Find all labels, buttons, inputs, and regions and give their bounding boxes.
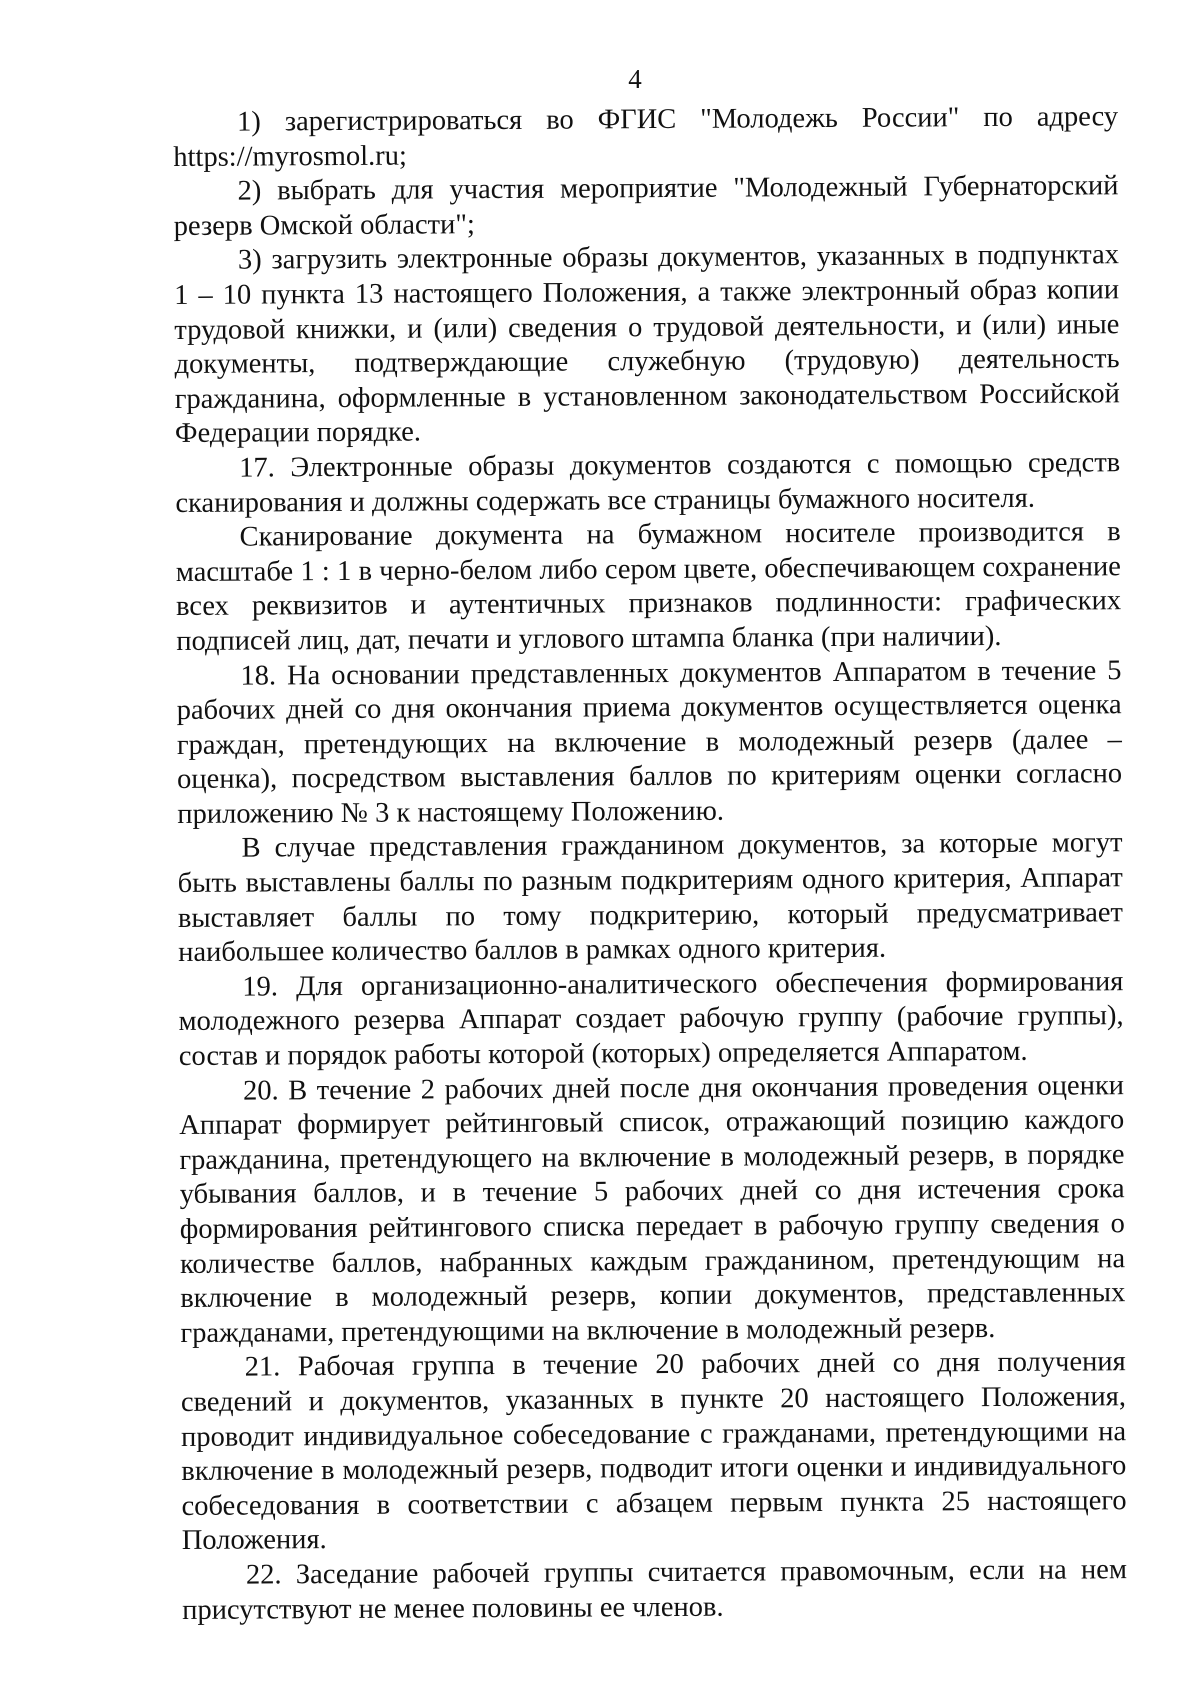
paragraph-subitem-3: 3) загрузить электронные образы документов, указанных в подпунктах 1 – 10 пункта 13 настоящего Положения, а также электронный образ копии трудовой книжки, и (или) сведения о трудовой деятельности, и (или) иные документы, подтверждающие служебную (трудовую) деятельность гражданина, оформленные в установленном законодательством Российской Федерации порядке. — [174, 239, 1120, 450]
paragraph-item-17: 17. Электронные образы документов создаются с помощью средств сканирования и должны содержать все страницы бумажного носителя. — [175, 447, 1121, 519]
paragraph-subitem-1: 1) зарегистрироваться во ФГИС "Молодежь России" по адресу https://myrosmol.ru; — [173, 101, 1119, 173]
paragraph-scoring-case: В случае представления гражданином документов, за которые могут быть выставлены баллы по разным подкритериям одного критерия, Аппарат выставляет баллы по тому подкритерию, который предусматривает наибольшее количество баллов в рамках одного критерия. — [177, 827, 1124, 969]
paragraph-item-22: 22. Заседание рабочей группы считается правомочным, если на нем присутствуют не менее половины ее членов. — [182, 1554, 1128, 1626]
paragraph-item-19: 19. Для организационно-аналитического обеспечения формирования молодежного резерва Аппарат создает рабочую группу (рабочие группы), состав и порядок работы которой (которых) определяется Аппаратом. — [178, 966, 1124, 1073]
document-body — [173, 100, 1127, 1628]
paragraph-subitem-2: 2) выбрать для участия мероприятие "Молодежный Губернаторский резерв Омской области"; — [173, 170, 1119, 242]
paragraph-item-20: 20. В течение 2 рабочих дней после дня окончания проведения оценки Аппарат формирует рейтинговый список, отражающий позицию каждого гражданина, претендующего на включение в молодежный резерв, в порядке убывания баллов, и в течение 5 рабочих дней со дня истечения срока формирования рейтингового списка передает в рабочую группу сведения о количестве баллов, набранных каждым гражданином, претендующим на включение в молодежный резерв, копии документов, представленных гражданами, претендующими на включение в молодежный резерв. — [179, 1069, 1126, 1349]
page-number: 4 — [628, 64, 642, 94]
paragraph-item-21: 21. Рабочая группа в течение 20 рабочих дней со дня получения сведений и документов, указанных в пункте 20 настоящего Положения, проводит индивидуальное собеседование с гражданами, претендующими на включение в молодежный резерв, подводит итоги оценки и индивидуального собеседования в соответствии с абзацем первым пункта 25 настоящего Положения. — [180, 1346, 1127, 1557]
paragraph-item-18: 18. На основании представленных документов Аппаратом в течение 5 рабочих дней со дня окончания приема документов осуществляется оценка граждан, претендующих на включение в молодежный резерв (далее – оценка), посредством выставления баллов по критериям оценки согласно приложению № 3 к настоящему Положению. — [176, 654, 1123, 830]
paragraph-scanning: Сканирование документа на бумажном носителе производится в масштабе 1 : 1 в черно-белом либо сером цвете, обеспечивающем сохранение всех реквизитов и аутентичных признаков подлинности: графических подписей лиц, дат, печати и углового штампа бланка (при наличии). — [175, 516, 1122, 657]
